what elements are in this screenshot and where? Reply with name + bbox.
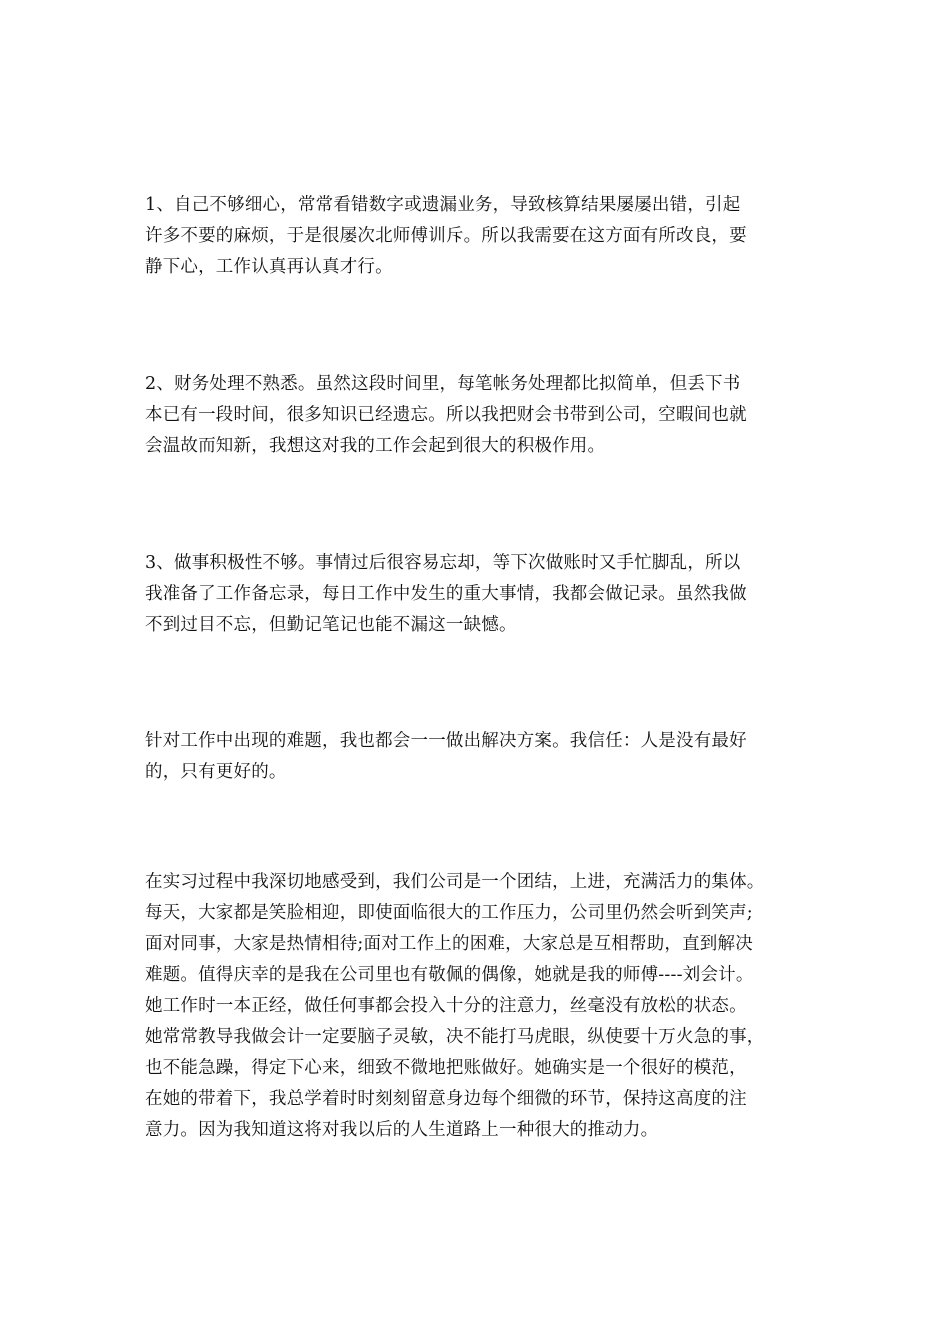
paragraph-line: 也不能急躁，得定下心来，细致不微地把账做好。她确实是一个很好的模范， xyxy=(145,1058,747,1078)
paragraph-line: 本已有一段时间，很多知识已经遗忘。所以我把财会书带到公司，空暇间也就 xyxy=(145,405,747,425)
paragraph-line: 在实习过程中我深切地感受到，我们公司是一个团结，上进，充满活力的集体。 xyxy=(145,872,765,892)
paragraph-line: 她工作时一本正经，做任何事都会投入十分的注意力，丝毫没有放松的状态。 xyxy=(145,996,747,1016)
paragraph-line: 不到过目不忘，但勤记笔记也能不漏这一缺憾。 xyxy=(145,615,517,635)
paragraph-line: 难题。值得庆幸的是我在公司里也有敬佩的偶像，她就是我的师傅----刘会计。 xyxy=(145,965,754,985)
paragraph-line: 1、自己不够细心，常常看错数字或遗漏业务，导致核算结果屡屡出错，引起 xyxy=(145,195,741,215)
paragraph-5 xyxy=(145,867,825,1146)
paragraph-line: 她常常教导我做会计一定要脑子灵敏，决不能打马虎眼，纵使要十万火急的事， xyxy=(145,1027,765,1047)
paragraph-line: 面对同事，大家是热情相待;面对工作上的困难，大家总是互相帮助，直到解决 xyxy=(145,934,753,954)
paragraph-line: 许多不要的麻烦，于是很屡次北师傅训斥。所以我需要在这方面有所改良，要 xyxy=(145,226,747,246)
paragraph-line: 我准备了工作备忘录，每日工作中发生的重大事情，我都会做记录。虽然我做 xyxy=(145,584,747,604)
paragraph-line: 会温故而知新，我想这对我的工作会起到很大的积极作用。 xyxy=(145,436,606,456)
paragraph-3 xyxy=(145,548,825,641)
paragraph-1 xyxy=(145,190,825,283)
paragraph-line: 针对工作中出现的难题，我也都会一一做出解决方案。我信任：人是没有最好 xyxy=(145,731,747,751)
paragraph-line: 在她的带着下，我总学着时时刻刻留意身边每个细微的环节，保持这高度的注 xyxy=(145,1089,747,1109)
paragraph-4 xyxy=(145,726,825,788)
paragraph-line: 每天，大家都是笑脸相迎，即使面临很大的工作压力，公司里仍然会听到笑声; xyxy=(145,903,753,923)
paragraph-line: 3、做事积极性不够。事情过后很容易忘却，等下次做账时又手忙脚乱，所以 xyxy=(145,553,741,573)
paragraph-line: 意力。因为我知道这将对我以后的人生道路上一种很大的推动力。 xyxy=(145,1120,659,1140)
paragraph-2 xyxy=(145,369,825,462)
paragraph-line: 静下心，工作认真再认真才行。 xyxy=(145,257,393,277)
paragraph-line: 2、财务处理不熟悉。虽然这段时间里，每笔帐务处理都比拟简单，但丢下书 xyxy=(145,374,741,394)
paragraph-line: 的，只有更好的。 xyxy=(145,762,287,782)
